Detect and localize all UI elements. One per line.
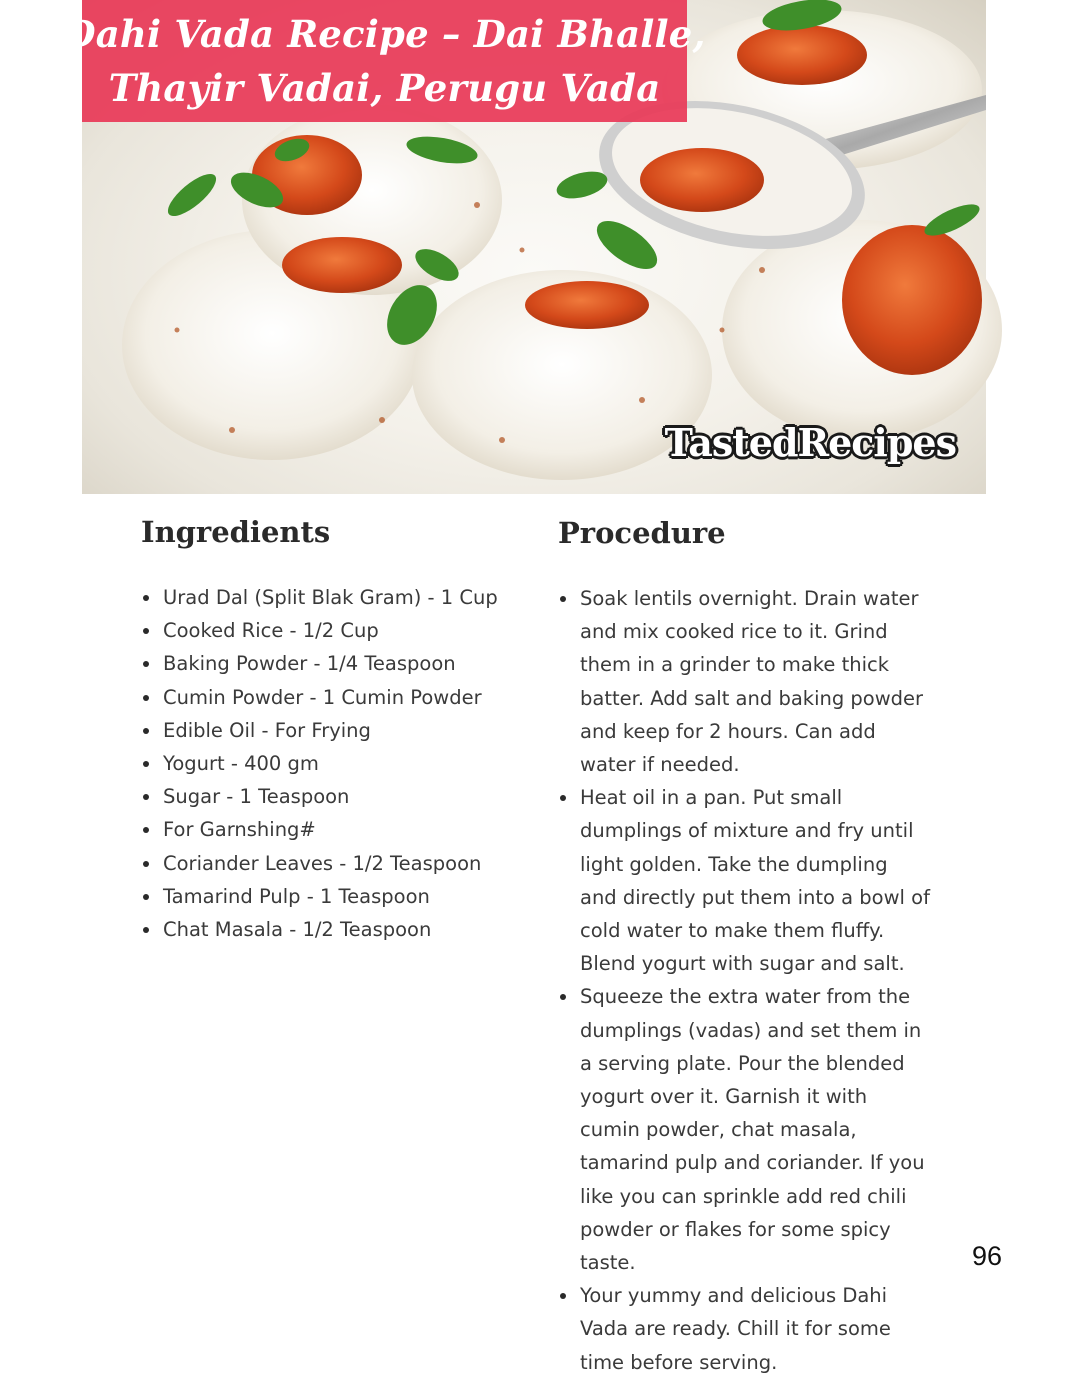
- ingredient-item: Urad Dal (Split Blak Gram) - 1 Cup: [141, 581, 511, 614]
- ingredients-list: [141, 581, 511, 946]
- ingredient-item: Chat Masala - 1/2 Teaspoon: [141, 913, 511, 946]
- ingredient-item: Sugar - 1 Teaspoon: [141, 780, 511, 813]
- ingredient-item: Cumin Powder - 1 Cumin Powder: [141, 681, 511, 714]
- procedure-step: Soak lentils overnight. Drain water and mix cooked rice to it. Grind them in a grinder to make thick batter. Add salt and baking powder and keep for 2 hours. Can add water if needed.: [558, 582, 930, 781]
- ingredient-item: Cooked Rice - 1/2 Cup: [141, 614, 511, 647]
- recipe-title-line-2: Thayir Vadai, Perugu Vada: [108, 66, 661, 110]
- page-number: 96: [972, 1241, 1003, 1271]
- ingredient-item: Baking Powder - 1/4 Teaspoon: [141, 647, 511, 680]
- ingredient-item: Tamarind Pulp - 1 Teaspoon: [141, 880, 511, 913]
- ingredient-item: Edible Oil - For Frying: [141, 714, 511, 747]
- procedure-step: Your yummy and delicious Dahi Vada are ready. Chill it for some time before serving.: [558, 1279, 930, 1379]
- recipe-title-line-1: Dahi Vada Recipe – Dai Bhalle,: [63, 12, 706, 56]
- ingredient-item: Yogurt - 400 gm: [141, 747, 511, 780]
- ingredient-item: Coriander Leaves - 1/2 Teaspoon: [141, 847, 511, 880]
- procedure-step: Squeeze the extra water from the dumplings (vadas) and set them in a serving plate. Pour the blended yogurt over it. Garnish it with cumin powder, chat masala, tamarind pulp and coriander. If you like you can sprinkle add red chili powder or flakes for some spicy taste.: [558, 980, 930, 1279]
- ingredient-item: For Garnshing#: [141, 813, 511, 846]
- procedure-step: Heat oil in a pan. Put small dumplings of mixture and fry until light golden. Take the dumpling and directly put them into a bowl of cold water to make them fluffy. Blend yogurt with sugar and salt.: [558, 781, 930, 980]
- dahi-vada-photo: [63, 0, 986, 494]
- brand-watermark-logo: TastedRecipes: [664, 420, 956, 465]
- ingredients-heading: Ingredients: [141, 515, 331, 549]
- procedure-list: [558, 582, 930, 1379]
- title-banner: [63, 0, 706, 122]
- procedure-heading: Procedure: [558, 516, 726, 550]
